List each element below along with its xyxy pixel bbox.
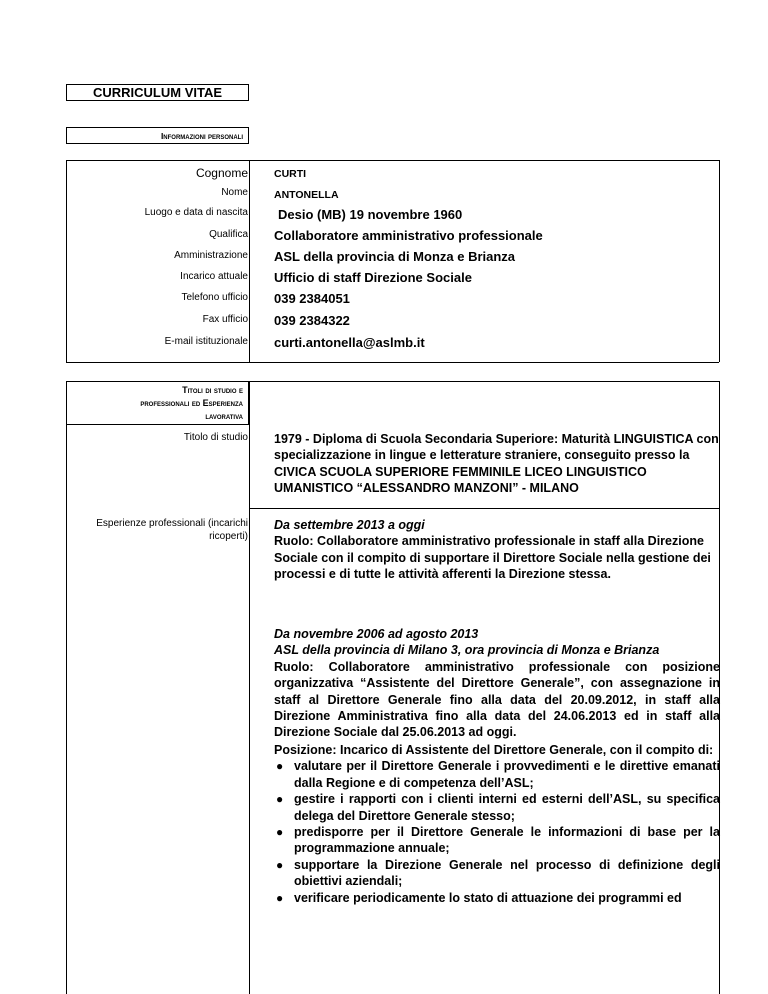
bullet-icon: ● bbox=[276, 857, 284, 872]
position-bullet bbox=[274, 857, 720, 890]
section2-mid-line bbox=[249, 381, 250, 994]
bullet-text: gestire i rapporti con i clienti interni ed esterni dell’ASL, su specifica delega del Direttore Generale stesso; bbox=[294, 792, 720, 823]
position-bullet-list bbox=[274, 758, 720, 906]
bullet-text: valutare per il Direttore Generale i provvedimenti e le direttive emanati dalla Regione e di competenza dell’ASL; bbox=[294, 759, 720, 790]
label-nome: Nome bbox=[221, 187, 248, 198]
bullet-icon: ● bbox=[276, 792, 284, 807]
job2-period: Da novembre 2006 ad agosto 2013 bbox=[274, 627, 479, 641]
label-fax-ufficio: Fax ufficio bbox=[202, 314, 248, 325]
section-titles-line3: lavorativa bbox=[205, 411, 243, 421]
value-cognome: CURTI bbox=[274, 168, 307, 180]
bullet-icon: ● bbox=[276, 890, 284, 905]
job1-period: Da settembre 2013 a oggi bbox=[274, 518, 425, 532]
label-email-istituzionale: E-mail istituzionale bbox=[164, 336, 248, 347]
grid-bottom-line bbox=[66, 362, 719, 363]
experience-position bbox=[274, 742, 720, 906]
value-telefono-ufficio: 039 2384051 bbox=[274, 291, 350, 306]
position-bullet bbox=[274, 890, 720, 906]
grid-mid-line bbox=[249, 160, 250, 362]
value-incarico-attuale: Ufficio di staff Direzione Sociale bbox=[274, 270, 472, 285]
grid-top-line bbox=[66, 160, 719, 161]
cv-title: CURRICULUM VITAE bbox=[66, 84, 249, 101]
label-luogo-data-nascita: Luogo e data di nascita bbox=[144, 207, 248, 218]
value-fax-ufficio: 039 2384322 bbox=[274, 313, 350, 328]
section-titles-line2: professionali ed Esperienza bbox=[140, 398, 243, 408]
value-email-istituzionale: curti.antonella@aslmb.it bbox=[274, 335, 425, 350]
section-titles-experience bbox=[66, 381, 249, 425]
value-qualifica: Collaboratore amministrativo professionale bbox=[274, 228, 543, 243]
section2-top-line bbox=[249, 381, 719, 382]
position-bullet bbox=[274, 791, 720, 824]
position-bullet bbox=[274, 824, 720, 857]
bullet-icon: ● bbox=[276, 759, 284, 774]
label-titolo-studio: Titolo di studio bbox=[183, 432, 248, 443]
position-bullet bbox=[274, 758, 720, 791]
job2-text: Ruolo: Collaboratore amministrativo professionale con posizione organizzativa “Assistente del Direttore Generale”, con assegnazione in staff al Direttore Generale fino alla data del 20.09.2012, in staff alla Direzione Amministrativa fino alla data del 24.06.2013 ed in staff alla Direzione Sociale dal 25.06.2013 ad oggi. bbox=[274, 659, 720, 740]
bullet-icon: ● bbox=[276, 825, 284, 840]
label-amministrazione: Amministrazione bbox=[174, 250, 248, 261]
value-amministrazione: ASL della provincia di Monza e Brianza bbox=[274, 249, 516, 264]
job2-org: ASL della provincia di Milano 3, ora provincia di Monza e Brianza bbox=[274, 643, 660, 658]
grid-left-line bbox=[66, 160, 67, 362]
education-divider-line bbox=[249, 508, 719, 509]
experience-job2 bbox=[274, 626, 720, 741]
position-intro: Posizione: Incarico di Assistente del Direttore Generale, con il compito di: bbox=[274, 743, 714, 757]
label-esperienze: Esperienze professionali (incarichi ricoperti) bbox=[96, 518, 248, 542]
bullet-text: supportare la Direzione Generale nel processo di definizione degli obiettivi aziendali; bbox=[294, 857, 720, 889]
experience-job1 bbox=[274, 517, 720, 583]
label-cognome: Cognome bbox=[195, 166, 248, 180]
grid-right-line bbox=[719, 160, 720, 362]
section-titles-line1: Titoli di studio e bbox=[182, 385, 243, 395]
label-incarico-attuale: Incarico attuale bbox=[180, 271, 248, 282]
label-telefono-ufficio: Telefono ufficio bbox=[181, 292, 248, 303]
value-luogo-data-nascita: Desio (MB) 19 novembre 1960 bbox=[278, 207, 463, 222]
section2-left-line bbox=[66, 425, 67, 994]
bullet-text: verificare periodicamente lo stato di attuazione dei programmi ed bbox=[294, 890, 682, 905]
label-qualifica: Qualifica bbox=[209, 229, 248, 240]
value-nome: ANTONELLA bbox=[274, 189, 339, 201]
education-text: 1979 - Diploma di Scuola Secondaria Superiore: Maturità LINGUISTICA con specializzazione in lingue e letterature straniere, conseguito presso la CIVICA SCUOLA SUPERIORE FEMMINILE LICEO LINGUISTICO UMANISTICO “ALESSANDRO MANZONI” - MILANO bbox=[274, 432, 719, 496]
job1-text: Ruolo: Collaboratore amministrativo professionale in staff alla Direzione Sociale con il compito di supportare il Direttore Sociale nella gestione dei processi e di tutte le attività afferenti la Direzione stessa. bbox=[274, 534, 711, 582]
section-personal-info: Informazioni personali bbox=[66, 127, 249, 144]
bullet-text: predisporre per il Direttore Generale le informazioni di base per la programmazione annuale; bbox=[294, 825, 720, 856]
